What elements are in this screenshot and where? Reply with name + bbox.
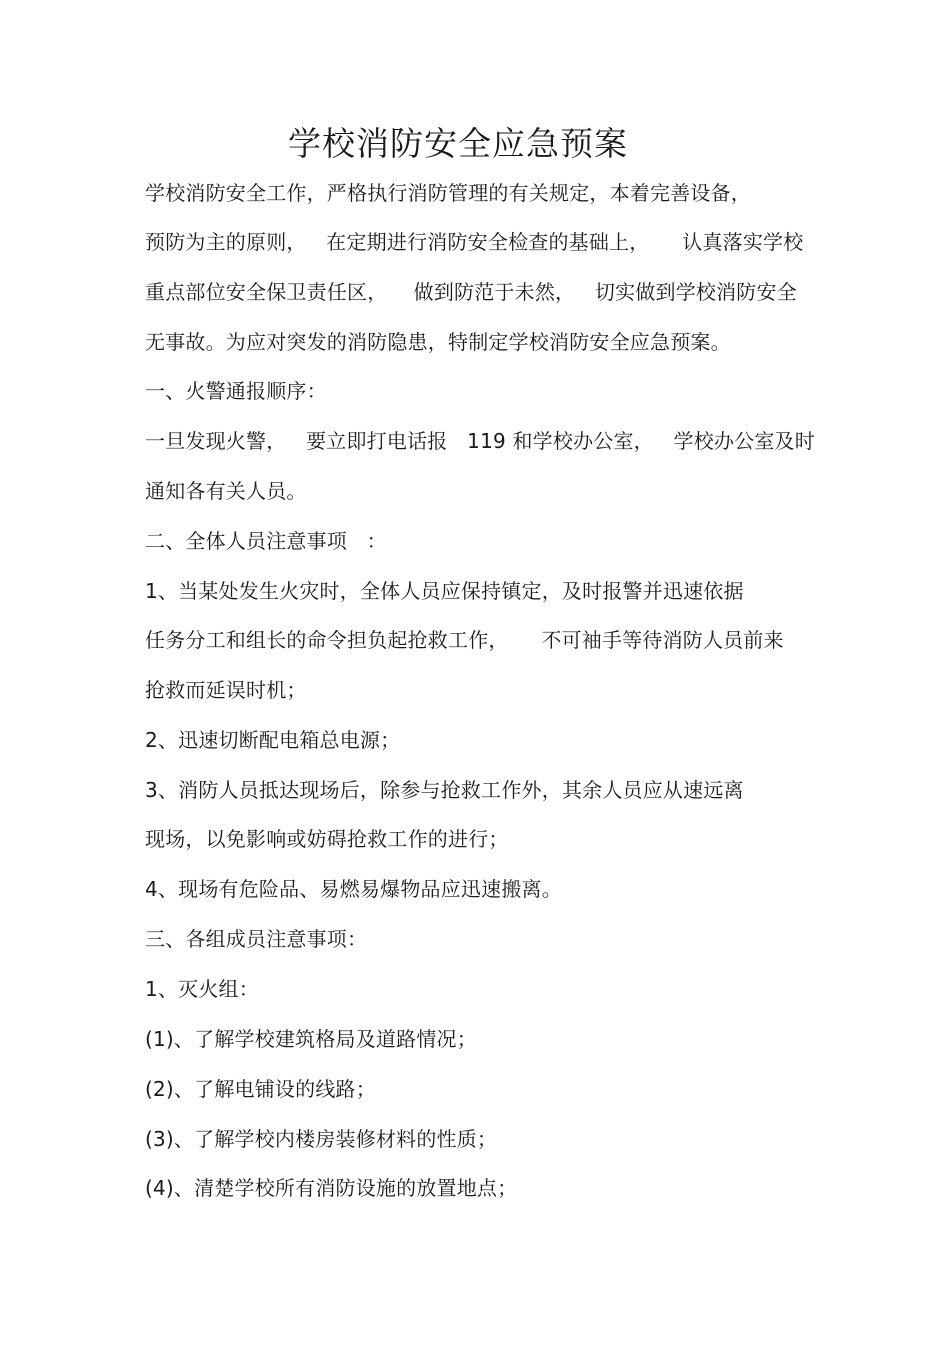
list-item: (3)、了解学校内楼房装修材料的性质； (145, 1127, 498, 1151)
section-heading: 二、全体人员注意事项 ： (145, 529, 387, 553)
paragraph-line: 通知各有关人员。 (145, 479, 307, 503)
document-title: 学校消防安全应急预案 (288, 124, 628, 163)
paragraph-line: 1、当某处发生火灾时，全体人员应保持镇定，及时报警并迅速依据 (145, 579, 744, 603)
list-item: 4、现场有危险品、易燃易爆物品应迅速搬离。 (145, 877, 562, 901)
paragraph-line: 学校消防安全工作，严格执行消防管理的有关规定，本着完善设备， (145, 181, 751, 205)
list-item: (1)、了解学校建筑格局及道路情况； (145, 1027, 477, 1051)
list-item: (2)、了解电铺设的线路； (145, 1077, 376, 1101)
list-item: 3、消防人员抵达现场后，除参与抢救工作外，其余人员应从速远离 (145, 778, 744, 802)
paragraph-line: 无事故。为应对突发的消防隐患，特制定学校消防安全应急预案。 (145, 330, 731, 354)
paragraph-line: 一旦发现火警， 要立即打电话报 119 和学校办公室， 学校办公室及时 (145, 429, 815, 453)
paragraph-line: 现场，以免影响或妨碍抢救工作的进行； (145, 827, 509, 851)
list-item: (4)、清楚学校所有消防设施的放置地点； (145, 1176, 518, 1200)
paragraph-line: 任务分工和组长的命令担负起抢救工作， 不可袖手等待消防人员前来 (145, 628, 784, 652)
section-heading: 一、火警通报顺序： (145, 379, 327, 403)
list-item: 1、灭火组： (145, 977, 259, 1001)
section-heading: 三、各组成员注意事项： (145, 927, 368, 951)
list-item: 2、迅速切断配电箱总电源； (145, 728, 401, 752)
paragraph-line: 重点部位安全保卫责任区， 做到防范于未然， 切实做到学校消防安全 (145, 280, 797, 304)
paragraph-line: 预防为主的原则， 在定期进行消防安全检查的基础上， 认真落实学校 (145, 230, 804, 254)
paragraph-line: 抢救而延误时机； (145, 678, 307, 702)
